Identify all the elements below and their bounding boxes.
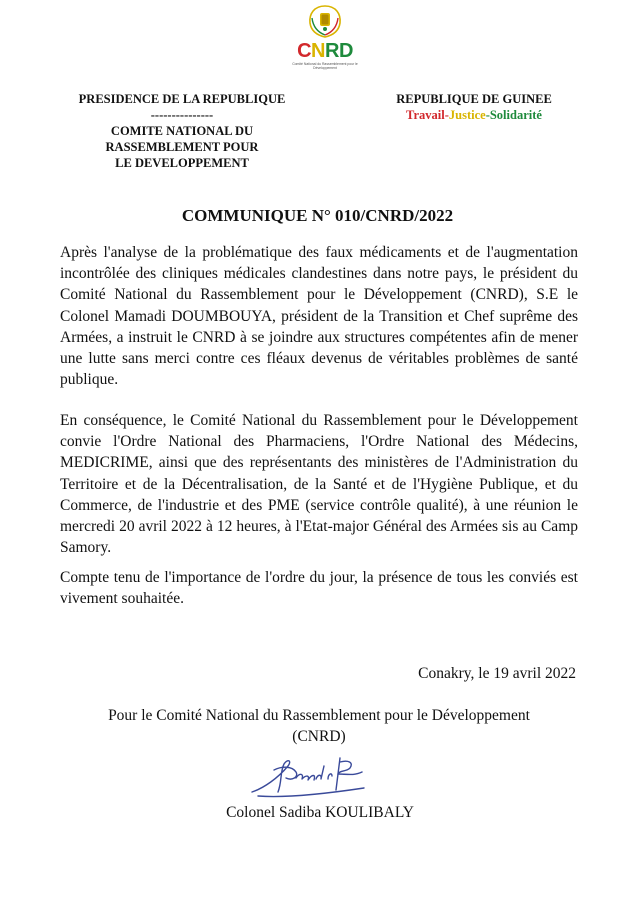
national-motto [376,107,572,123]
logo-letter: N [311,40,325,62]
place-and-date: Conakry, le 19 avril 2022 [418,665,576,682]
logo-letter: C [297,40,312,62]
motto-separator: - [485,108,490,122]
logo-letter: R [325,40,339,62]
republic-line: REPUBLIQUE DE GUINEE [396,92,552,106]
logo-letter: D [338,40,353,62]
motto-separator: - [444,108,449,122]
communique-title: COMMUNIQUE N° 010/CNRD/2022 [181,206,454,225]
cnrd-logo [288,4,362,74]
cnrd-emblem-icon [304,4,346,40]
motto-solidarite: Solidarité [489,108,542,122]
body-paragraph-3: Compte tenu de l'importance de l'ordre du jour, la présence de tous les conviés est vivement souhaitée. [60,569,578,608]
cnrd-wordmark [288,40,362,63]
header-separator: --------------- [150,108,214,122]
header-left [40,91,324,171]
handwritten-signature-icon [244,748,384,804]
signatory-name: Colonel Sadiba KOULIBALY [226,804,414,821]
motto-travail: Travail [406,108,445,122]
committee-line-2: RASSEMBLEMENT POUR [105,140,259,154]
signature [244,748,384,804]
presidency-line: PRESIDENCE DE LA REPUBLIQUE [78,92,286,106]
committee-line-3: LE DEVELOPPEMENT [115,156,249,170]
motto-justice: Justice [448,108,486,122]
logo-subtitle: Comité National du Rassemblement pour le Développement [292,62,358,70]
on-behalf-of [60,705,578,747]
header-right [376,91,572,123]
on-behalf-of-line-2: (CNRD) [292,728,346,745]
body-paragraph-1: Après l'analyse de la problématique des faux médicaments et de l'augmentation incontrôlée des cliniques médicales clandestines dans notre pays, le président du Comité National du Rassemblement pour le Développement (CNRD), S.E le Colonel Mamadi DOUMBOUYA, président de la Transition et Chef suprême des Armées, a instruit le CNRD à se joindre aux structures compétentes afin de mener une lutte sans merci contre ces fléaux devenus de véritables problèmes de santé publique. [60,244,578,389]
committee-line-1: COMITE NATIONAL DU [110,124,254,138]
body-paragraph-2: En conséquence, le Comité National du Rassemblement pour le Développement convie l'Ordre National des Pharmaciens, l'Ordre National des Médecins, MEDICRIME, ainsi que des représentants des ministères de l'Administration du Territoire et de la Décentralisation, de la Santé et de l'Hygiène Publique, et du Commerce, de l'industrie et des PME (service contrôle qualité), à une réunion le mercredi 20 avril 2022 à 12 heures, à l'Etat-major Général des Armées sis au Camp Samory. [60,412,578,557]
on-behalf-of-line-1: Pour le Comité National du Rassemblement pour le Développement [108,707,530,724]
